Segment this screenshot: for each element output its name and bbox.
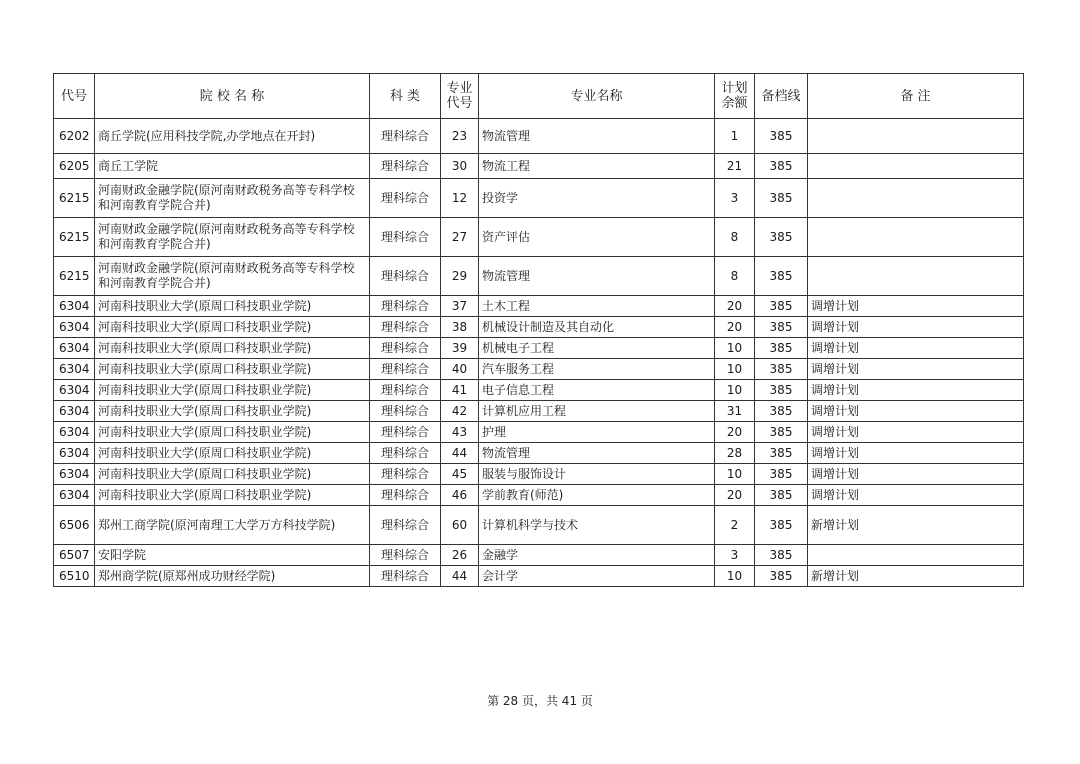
cell-remark [808, 218, 1024, 257]
cell-filing-score: 385 [755, 464, 808, 485]
cell-filing-score: 385 [755, 545, 808, 566]
cell-major-name: 计算机科学与技术 [479, 506, 715, 545]
cell-code: 6507 [54, 545, 95, 566]
cell-filing-score: 385 [755, 422, 808, 443]
cell-remark: 调增计划 [808, 380, 1024, 401]
cell-plan-remaining: 3 [715, 179, 755, 218]
cell-major-name: 机械电子工程 [479, 338, 715, 359]
cell-major-code: 44 [441, 443, 479, 464]
cell-major-name: 学前教育(师范) [479, 485, 715, 506]
cell-major-code: 43 [441, 422, 479, 443]
cell-category: 理科综合 [370, 359, 441, 380]
cell-filing-score: 385 [755, 506, 808, 545]
cell-filing-score: 385 [755, 338, 808, 359]
cell-remark: 调增计划 [808, 464, 1024, 485]
cell-filing-score: 385 [755, 359, 808, 380]
cell-school: 河南财政金融学院(原河南财政税务高等专科学校和河南教育学院合并) [95, 257, 370, 296]
cell-code: 6304 [54, 359, 95, 380]
cell-code: 6510 [54, 566, 95, 587]
cell-school: 河南科技职业大学(原周口科技职业学院) [95, 338, 370, 359]
cell-category: 理科综合 [370, 443, 441, 464]
cell-plan-remaining: 20 [715, 317, 755, 338]
cell-major-code: 46 [441, 485, 479, 506]
cell-category: 理科综合 [370, 179, 441, 218]
header-category: 科 类 [370, 74, 441, 119]
cell-plan-remaining: 2 [715, 506, 755, 545]
cell-plan-remaining: 20 [715, 296, 755, 317]
cell-school: 郑州工商学院(原河南理工大学万方科技学院) [95, 506, 370, 545]
cell-filing-score: 385 [755, 154, 808, 179]
cell-remark [808, 257, 1024, 296]
cell-code: 6202 [54, 119, 95, 154]
cell-remark: 新增计划 [808, 506, 1024, 545]
header-filing-score: 备档线 [755, 74, 808, 119]
cell-plan-remaining: 8 [715, 218, 755, 257]
header-code: 代号 [54, 74, 95, 119]
cell-code: 6304 [54, 338, 95, 359]
cell-category: 理科综合 [370, 401, 441, 422]
cell-category: 理科综合 [370, 317, 441, 338]
table-header-row [54, 74, 1024, 119]
cell-major-name: 物流工程 [479, 154, 715, 179]
header-major-code: 专业代号 [441, 74, 479, 119]
cell-category: 理科综合 [370, 485, 441, 506]
cell-remark: 调增计划 [808, 401, 1024, 422]
table-row [54, 296, 1024, 317]
cell-major-code: 12 [441, 179, 479, 218]
cell-plan-remaining: 3 [715, 545, 755, 566]
cell-remark: 调增计划 [808, 422, 1024, 443]
cell-plan-remaining: 10 [715, 338, 755, 359]
cell-code: 6304 [54, 401, 95, 422]
cell-plan-remaining: 28 [715, 443, 755, 464]
table-row [54, 422, 1024, 443]
table-row [54, 443, 1024, 464]
cell-major-code: 44 [441, 566, 479, 587]
cell-remark [808, 179, 1024, 218]
cell-major-code: 42 [441, 401, 479, 422]
cell-school: 郑州商学院(原郑州成功财经学院) [95, 566, 370, 587]
header-major-name: 专业名称 [479, 74, 715, 119]
cell-code: 6304 [54, 317, 95, 338]
cell-school: 河南科技职业大学(原周口科技职业学院) [95, 401, 370, 422]
cell-major-code: 39 [441, 338, 479, 359]
page-number: 第 28 页，共 41 页 [487, 694, 593, 708]
table-row [54, 317, 1024, 338]
cell-category: 理科综合 [370, 464, 441, 485]
table-row [54, 359, 1024, 380]
cell-plan-remaining: 20 [715, 485, 755, 506]
cell-filing-score: 385 [755, 119, 808, 154]
cell-remark: 调增计划 [808, 443, 1024, 464]
cell-major-name: 土木工程 [479, 296, 715, 317]
cell-filing-score: 385 [755, 443, 808, 464]
cell-code: 6304 [54, 296, 95, 317]
cell-remark [808, 545, 1024, 566]
cell-major-name: 物流管理 [479, 443, 715, 464]
cell-major-name: 物流管理 [479, 257, 715, 296]
header-plan-remaining: 计划余额 [715, 74, 755, 119]
cell-major-name: 资产评估 [479, 218, 715, 257]
cell-major-name: 机械设计制造及其自动化 [479, 317, 715, 338]
cell-code: 6304 [54, 485, 95, 506]
cell-filing-score: 385 [755, 566, 808, 587]
cell-category: 理科综合 [370, 566, 441, 587]
table-row [54, 179, 1024, 218]
cell-major-code: 27 [441, 218, 479, 257]
cell-plan-remaining: 1 [715, 119, 755, 154]
cell-category: 理科综合 [370, 380, 441, 401]
cell-category: 理科综合 [370, 506, 441, 545]
cell-major-name: 投资学 [479, 179, 715, 218]
cell-major-code: 41 [441, 380, 479, 401]
cell-major-code: 37 [441, 296, 479, 317]
admission-plan-table [53, 73, 1024, 587]
cell-filing-score: 385 [755, 317, 808, 338]
cell-major-name: 汽车服务工程 [479, 359, 715, 380]
cell-major-code: 23 [441, 119, 479, 154]
cell-school: 河南科技职业大学(原周口科技职业学院) [95, 296, 370, 317]
cell-major-name: 会计学 [479, 566, 715, 587]
cell-code: 6506 [54, 506, 95, 545]
table-body [54, 119, 1024, 587]
cell-school: 安阳学院 [95, 545, 370, 566]
table-row [54, 566, 1024, 587]
cell-major-name: 护理 [479, 422, 715, 443]
cell-major-name: 物流管理 [479, 119, 715, 154]
cell-school: 商丘工学院 [95, 154, 370, 179]
cell-remark: 调增计划 [808, 296, 1024, 317]
cell-school: 河南财政金融学院(原河南财政税务高等专科学校和河南教育学院合并) [95, 218, 370, 257]
cell-plan-remaining: 31 [715, 401, 755, 422]
cell-filing-score: 385 [755, 218, 808, 257]
cell-plan-remaining: 20 [715, 422, 755, 443]
cell-category: 理科综合 [370, 338, 441, 359]
cell-remark [808, 154, 1024, 179]
cell-code: 6215 [54, 257, 95, 296]
cell-major-code: 26 [441, 545, 479, 566]
cell-school: 河南科技职业大学(原周口科技职业学院) [95, 380, 370, 401]
cell-filing-score: 385 [755, 257, 808, 296]
cell-filing-score: 385 [755, 179, 808, 218]
table-row [54, 154, 1024, 179]
cell-code: 6304 [54, 443, 95, 464]
table-row [54, 257, 1024, 296]
cell-category: 理科综合 [370, 257, 441, 296]
cell-major-name: 计算机应用工程 [479, 401, 715, 422]
cell-code: 6304 [54, 422, 95, 443]
table-row [54, 218, 1024, 257]
cell-major-code: 60 [441, 506, 479, 545]
cell-filing-score: 385 [755, 485, 808, 506]
table-row [54, 506, 1024, 545]
cell-filing-score: 385 [755, 380, 808, 401]
cell-major-code: 38 [441, 317, 479, 338]
cell-code: 6304 [54, 380, 95, 401]
cell-category: 理科综合 [370, 119, 441, 154]
table-row [54, 464, 1024, 485]
cell-remark: 调增计划 [808, 485, 1024, 506]
cell-major-name: 金融学 [479, 545, 715, 566]
cell-filing-score: 385 [755, 296, 808, 317]
cell-major-code: 29 [441, 257, 479, 296]
cell-plan-remaining: 8 [715, 257, 755, 296]
cell-filing-score: 385 [755, 401, 808, 422]
table-row [54, 545, 1024, 566]
cell-plan-remaining: 21 [715, 154, 755, 179]
cell-remark: 调增计划 [808, 359, 1024, 380]
cell-school: 河南财政金融学院(原河南财政税务高等专科学校和河南教育学院合并) [95, 179, 370, 218]
cell-school: 河南科技职业大学(原周口科技职业学院) [95, 485, 370, 506]
cell-category: 理科综合 [370, 296, 441, 317]
cell-plan-remaining: 10 [715, 380, 755, 401]
cell-category: 理科综合 [370, 154, 441, 179]
table-row [54, 401, 1024, 422]
cell-code: 6215 [54, 218, 95, 257]
cell-major-name: 服装与服饰设计 [479, 464, 715, 485]
cell-code: 6205 [54, 154, 95, 179]
cell-school: 商丘学院(应用科技学院,办学地点在开封) [95, 119, 370, 154]
cell-code: 6304 [54, 464, 95, 485]
cell-major-code: 30 [441, 154, 479, 179]
table-row [54, 338, 1024, 359]
cell-school: 河南科技职业大学(原周口科技职业学院) [95, 359, 370, 380]
header-remark: 备 注 [808, 74, 1024, 119]
cell-major-code: 45 [441, 464, 479, 485]
cell-plan-remaining: 10 [715, 566, 755, 587]
cell-school: 河南科技职业大学(原周口科技职业学院) [95, 317, 370, 338]
cell-remark [808, 119, 1024, 154]
cell-remark: 新增计划 [808, 566, 1024, 587]
cell-remark: 调增计划 [808, 338, 1024, 359]
table-row [54, 380, 1024, 401]
cell-major-code: 40 [441, 359, 479, 380]
cell-school: 河南科技职业大学(原周口科技职业学院) [95, 422, 370, 443]
cell-category: 理科综合 [370, 545, 441, 566]
cell-plan-remaining: 10 [715, 464, 755, 485]
cell-category: 理科综合 [370, 218, 441, 257]
cell-category: 理科综合 [370, 422, 441, 443]
table-row [54, 119, 1024, 154]
cell-code: 6215 [54, 179, 95, 218]
header-school: 院 校 名 称 [95, 74, 370, 119]
cell-major-name: 电子信息工程 [479, 380, 715, 401]
cell-school: 河南科技职业大学(原周口科技职业学院) [95, 443, 370, 464]
cell-plan-remaining: 10 [715, 359, 755, 380]
cell-remark: 调增计划 [808, 317, 1024, 338]
table-row [54, 485, 1024, 506]
cell-school: 河南科技职业大学(原周口科技职业学院) [95, 464, 370, 485]
